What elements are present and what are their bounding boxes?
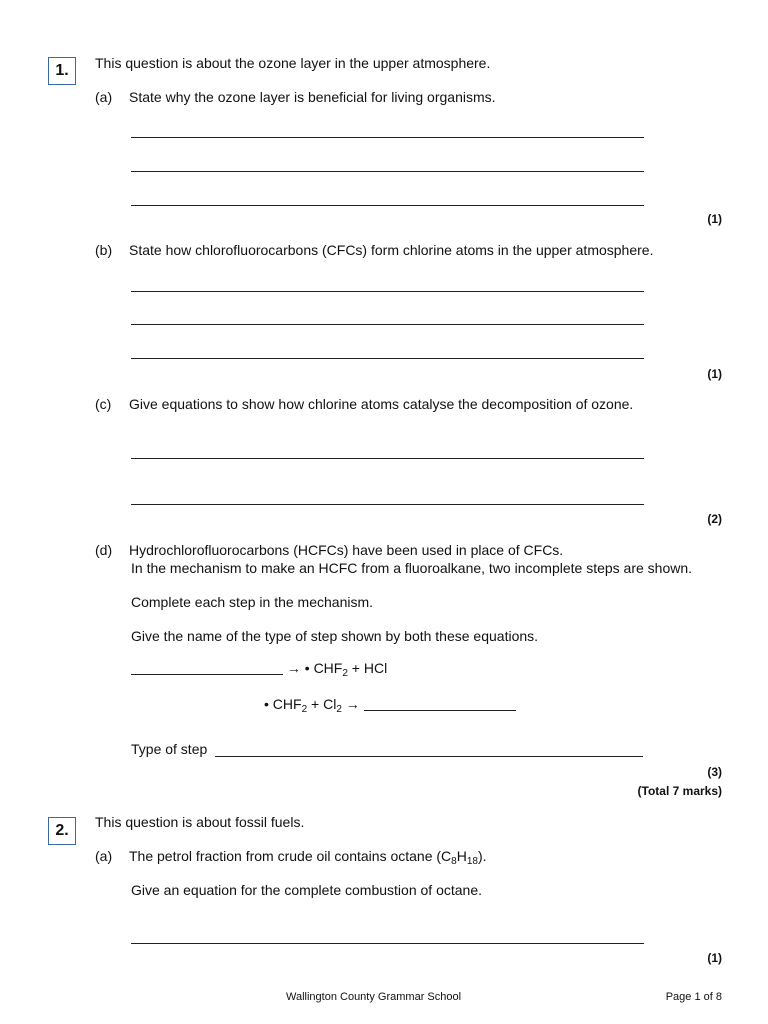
type-of-step-answer-line[interactable] (215, 756, 643, 757)
footer-school: Wallington County Grammar School (286, 991, 462, 1003)
q1d-marks: (3) (707, 765, 722, 779)
equation-1-text: → • $CHF_2$ + HCl (286, 660, 388, 679)
q1a-label: (a) (95, 89, 113, 105)
q2a-instruction: Give an equation for the complete combustion of octane. (131, 882, 482, 898)
equation-1 (131, 660, 388, 679)
q1d-line2: In the mechanism to make an HCFC from a fluoroalkane, two incomplete steps are shown. (131, 560, 693, 576)
q1a-marks: (1) (707, 212, 722, 226)
answer-line[interactable] (131, 137, 644, 138)
answer-line[interactable] (131, 943, 644, 944)
q1d-instruction1: Complete each step in the mechanism. (131, 594, 374, 610)
q1-total-marks: (Total 7 marks) (637, 784, 722, 798)
q1b-label: (b) (95, 242, 113, 258)
equation-2-text: • $CHF_2 + Cl_2$ → (264, 696, 360, 715)
answer-line[interactable] (131, 358, 644, 359)
q2-intro: This question is about fossil fuels. (95, 814, 305, 830)
answer-line[interactable] (131, 291, 644, 292)
equation-2 (264, 696, 516, 715)
answer-line[interactable] (131, 171, 644, 172)
q1c-label: (c) (95, 396, 112, 412)
equation-1-blank[interactable] (131, 674, 283, 675)
q1d-instruction2: Give the name of the type of step shown by both these equations. (131, 628, 539, 644)
answer-line[interactable] (131, 458, 644, 459)
question-number-1: 1. (48, 57, 76, 85)
type-of-step-label: Type of step (131, 741, 208, 757)
q2a-label: (a) (95, 848, 113, 864)
answer-line[interactable] (131, 504, 644, 505)
q1d-line1: Hydrochlorofluorocarbons (HCFCs) have been used in place of CFCs. (129, 542, 564, 558)
equation-2-blank[interactable] (364, 710, 516, 711)
answer-line[interactable] (131, 205, 644, 206)
q1a-text: State why the ozone layer is beneficial for living organisms. (129, 89, 496, 105)
q1c-text: Give equations to show how chlorine atoms catalyse the decomposition of ozone. (129, 396, 634, 412)
q2a-marks: (1) (707, 951, 722, 965)
q1b-marks: (1) (707, 367, 722, 381)
question-number-2: 2. (48, 817, 76, 845)
q1d-label: (d) (95, 542, 113, 558)
q1-intro: This question is about the ozone layer in the upper atmosphere. (95, 55, 491, 71)
q1b-text: State how chlorofluorocarbons (CFCs) form chlorine atoms in the upper atmosphere. (129, 242, 654, 258)
q1c-marks: (2) (707, 512, 722, 526)
footer-page-number: Page 1 of 8 (665, 991, 722, 1003)
q2a-text: The petrol fraction from crude oil contains octane $(C_8H_{18})$. (129, 848, 487, 867)
answer-line[interactable] (131, 324, 644, 325)
